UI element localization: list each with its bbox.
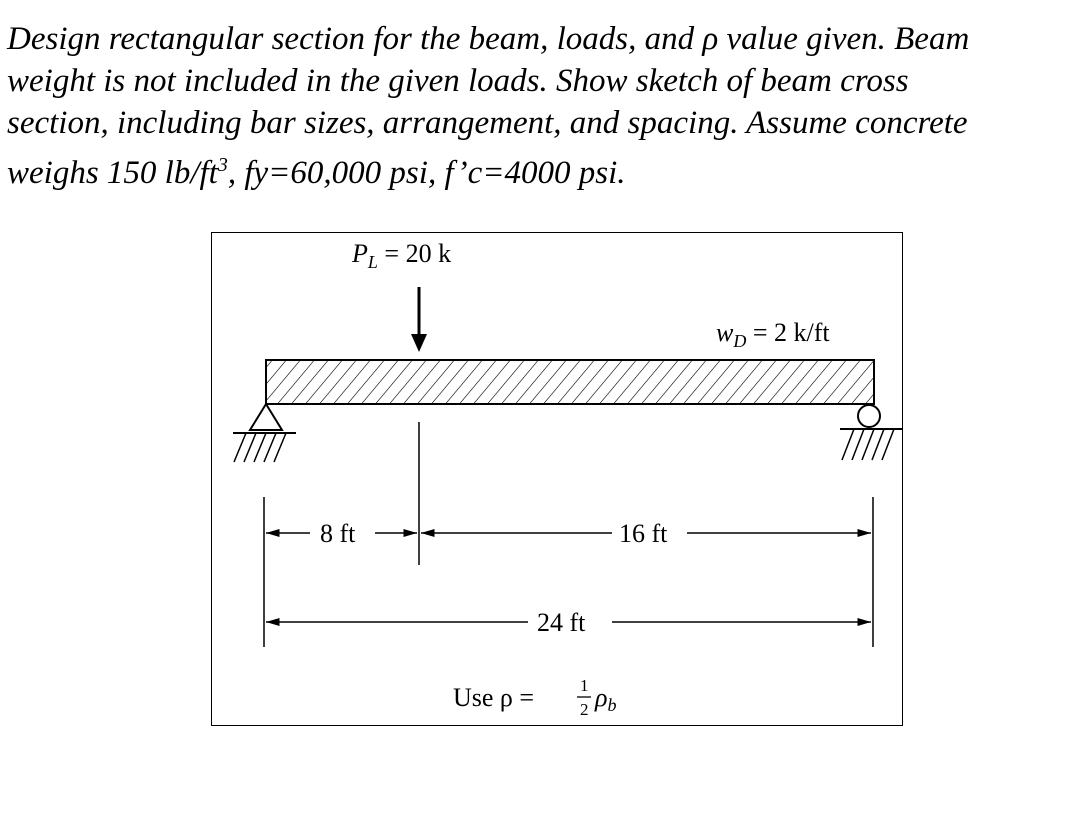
rho-denominator: 2 [580,700,589,719]
rho-prefix: Use ρ = [453,683,535,712]
rho-equation [453,676,616,719]
distributed-load-label: $w_D = 2$ k/ft [716,318,830,351]
problem-line-1: Design rectangular section for the beam, loads, and ρ value given. Beam [7,21,970,57]
material-properties-text: , fy=60,000 psi, f’c=4000 psi. [227,155,626,191]
point-load-arrow [411,287,427,352]
dim-right-label: 16 ft [619,519,668,548]
dimension-24ft [266,608,871,637]
problem-line-3: section, including bar sizes, arrangement, and spacing. Assume concrete [7,105,968,141]
dimension-8ft [266,519,417,548]
cube-superscript: 3 [217,154,228,176]
rho-b: ρb [595,683,617,715]
dimension-16ft [421,519,871,548]
dim-total-label: 24 ft [537,608,586,637]
dim-left-label: 8 ft [320,519,356,548]
beam [266,360,874,404]
rho-numerator: 1 [580,676,589,695]
point-load-label: $P_L = 20$ k [352,239,452,272]
problem-line-2: weight is not included in the given loads. Show sketch of beam cross [7,63,909,99]
unit-weight-text: weighs 150 lb/ft [7,155,218,191]
pin-support-left [233,404,296,462]
roller-support-right [840,405,902,460]
